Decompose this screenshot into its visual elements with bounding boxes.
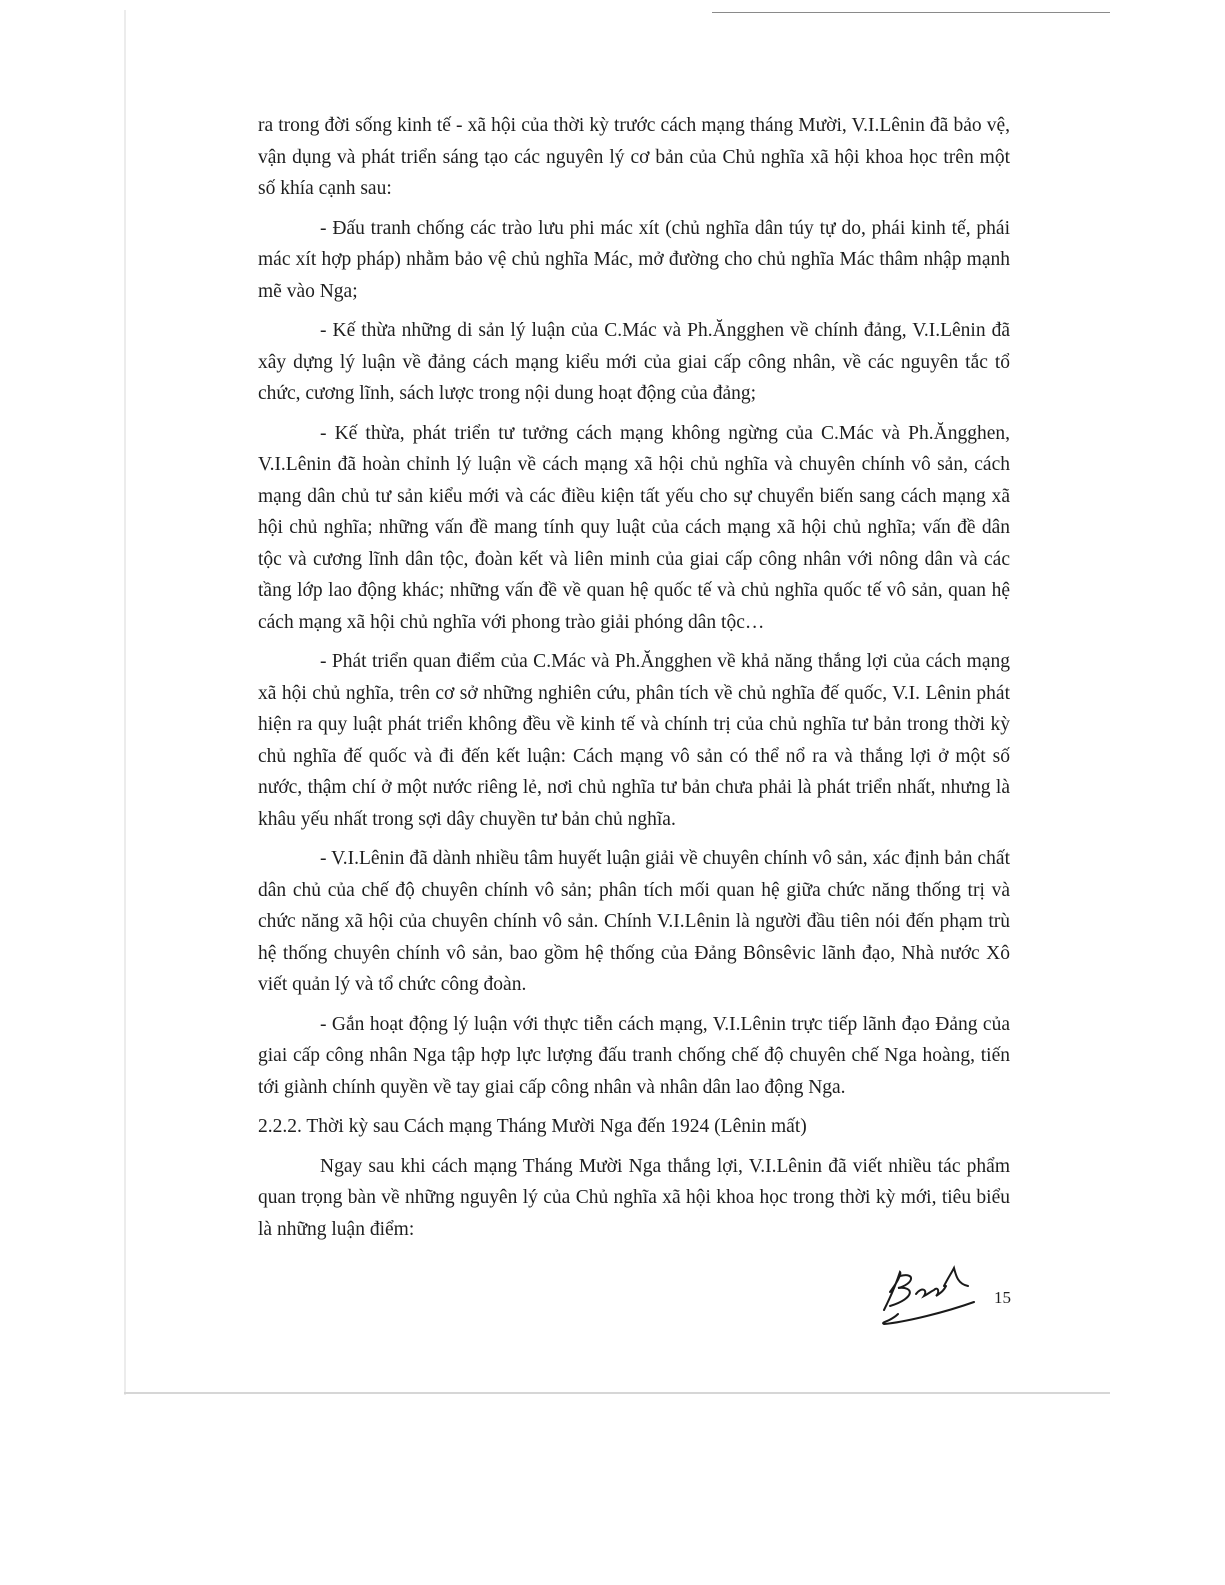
scan-edge-left <box>124 10 126 1395</box>
paragraph-uneven-development: - Phát triển quan điểm của C.Mác và Ph.Ăngghen về khả năng thắng lợi của cách mạng xã hội chủ nghĩa, trên cơ sở những nghiên cứu, phân tích về chủ nghĩa đế quốc, V.I. Lênin phát hiện ra quy luật phát triển không đều về kinh tế và chính trị của chủ nghĩa tư bản trong thời kỳ chủ nghĩa đế quốc và đi đến kết luận: Cách mạng vô sản có thể nổ ra và thắng lợi ở một số nước, thậm chí ở một nước riêng lẻ, nơi chủ nghĩa tư bản chưa phải là phát triển nhất, nhưng là khâu yếu nhất trong sợi dây chuyền tư bản chủ nghĩa. <box>258 651 1010 830</box>
paragraph-party-theory: - Kế thừa những di sản lý luận của C.Mác và Ph.Ăngghen về chính đảng, V.I.Lênin đã xây dựng lý luận về đảng cách mạng kiểu mới của giai cấp công nhân, về các nguyên tắc tổ chức, cương lĩnh, sách lược trong nội dung hoạt động của đảng; <box>258 320 1010 404</box>
paragraph-intro: ra trong đời sống kinh tế - xã hội của thời kỳ trước cách mạng tháng Mười, V.I.Lênin đã bảo vệ, vận dụng và phát triển sáng tạo các nguyên lý cơ bản của Chủ nghĩa xã hội khoa học trên một số khía cạnh sau: <box>258 115 1010 199</box>
scan-edge-top <box>712 12 1110 13</box>
paragraph-struggle: - Đấu tranh chống các trào lưu phi mác xít (chủ nghĩa dân túy tự do, phái kinh tế, phái mác xít hợp pháp) nhằm bảo vệ chủ nghĩa Mác, mở đường cho chủ nghĩa Mác thâm nhập mạnh mẽ vào Nga; <box>258 217 1010 302</box>
paragraph-revolution-theory: - Kế thừa, phát triển tư tưởng cách mạng không ngừng của C.Mác và Ph.Ăngghen, V.I.Lênin đã hoàn chỉnh lý luận về cách mạng xã hội chủ nghĩa và chuyên chính vô sản, cách mạng dân chủ tư sản kiểu mới và các điều kiện tất yếu cho sự chuyển biến sang cách mạng xã hội chủ nghĩa; những vấn đề mang tính quy luật của cách mạng xã hội chủ nghĩa; vấn đề dân tộc và cương lĩnh dân tộc, đoàn kết và liên minh của giai cấp công nhân với nông dân và các tầng lớp lao động khác; những vấn đề về quan hệ quốc tế và chủ nghĩa quốc tế vô sản, quan hệ cách mạng xã hội chủ nghĩa với phong trào giải phóng dân tộc… <box>258 422 1010 633</box>
paragraph-practice: - Gắn hoạt động lý luận với thực tiễn cách mạng, V.I.Lênin trực tiếp lãnh đạo Đảng của giai cấp công nhân Nga tập hợp lực lượng đấu tranh chống chế độ chuyên chế Nga hoàng, tiến tới giành chính quyền về tay giai cấp công nhân và nhân dân lao động Nga. <box>258 1013 1010 1098</box>
page-body <box>258 110 1010 1253</box>
signature <box>876 1262 996 1332</box>
scan-edge-bottom <box>124 1392 1110 1394</box>
paragraph-proletarian-dictatorship: - V.I.Lênin đã dành nhiều tâm huyết luận giải về chuyên chính vô sản, xác định bản chất dân chủ của chế độ chuyên chính vô sản; phân tích mối quan hệ giữa chức năng thống trị và chức năng xã hội của chuyên chính vô sản. Chính V.I.Lênin là người đầu tiên nói đến phạm trù hệ thống chuyên chính vô sản, bao gồm hệ thống của Đảng Bônsêvic lãnh đạo, Nhà nước Xô viết quản lý và tổ chức công đoàn. <box>258 848 1010 995</box>
page-number: 15 <box>994 1288 1011 1307</box>
section-heading: 2.2.2. Thời kỳ sau Cách mạng Tháng Mười Nga đến 1924 (Lênin mất) <box>258 1116 807 1137</box>
paragraph-after-october: Ngay sau khi cách mạng Tháng Mười Nga thắng lợi, V.I.Lênin đã viết nhiều tác phẩm quan trọng bàn về những nguyên lý của Chủ nghĩa xã hội khoa học trong thời kỳ mới, tiêu biểu là những luận điểm: <box>258 1155 1010 1240</box>
